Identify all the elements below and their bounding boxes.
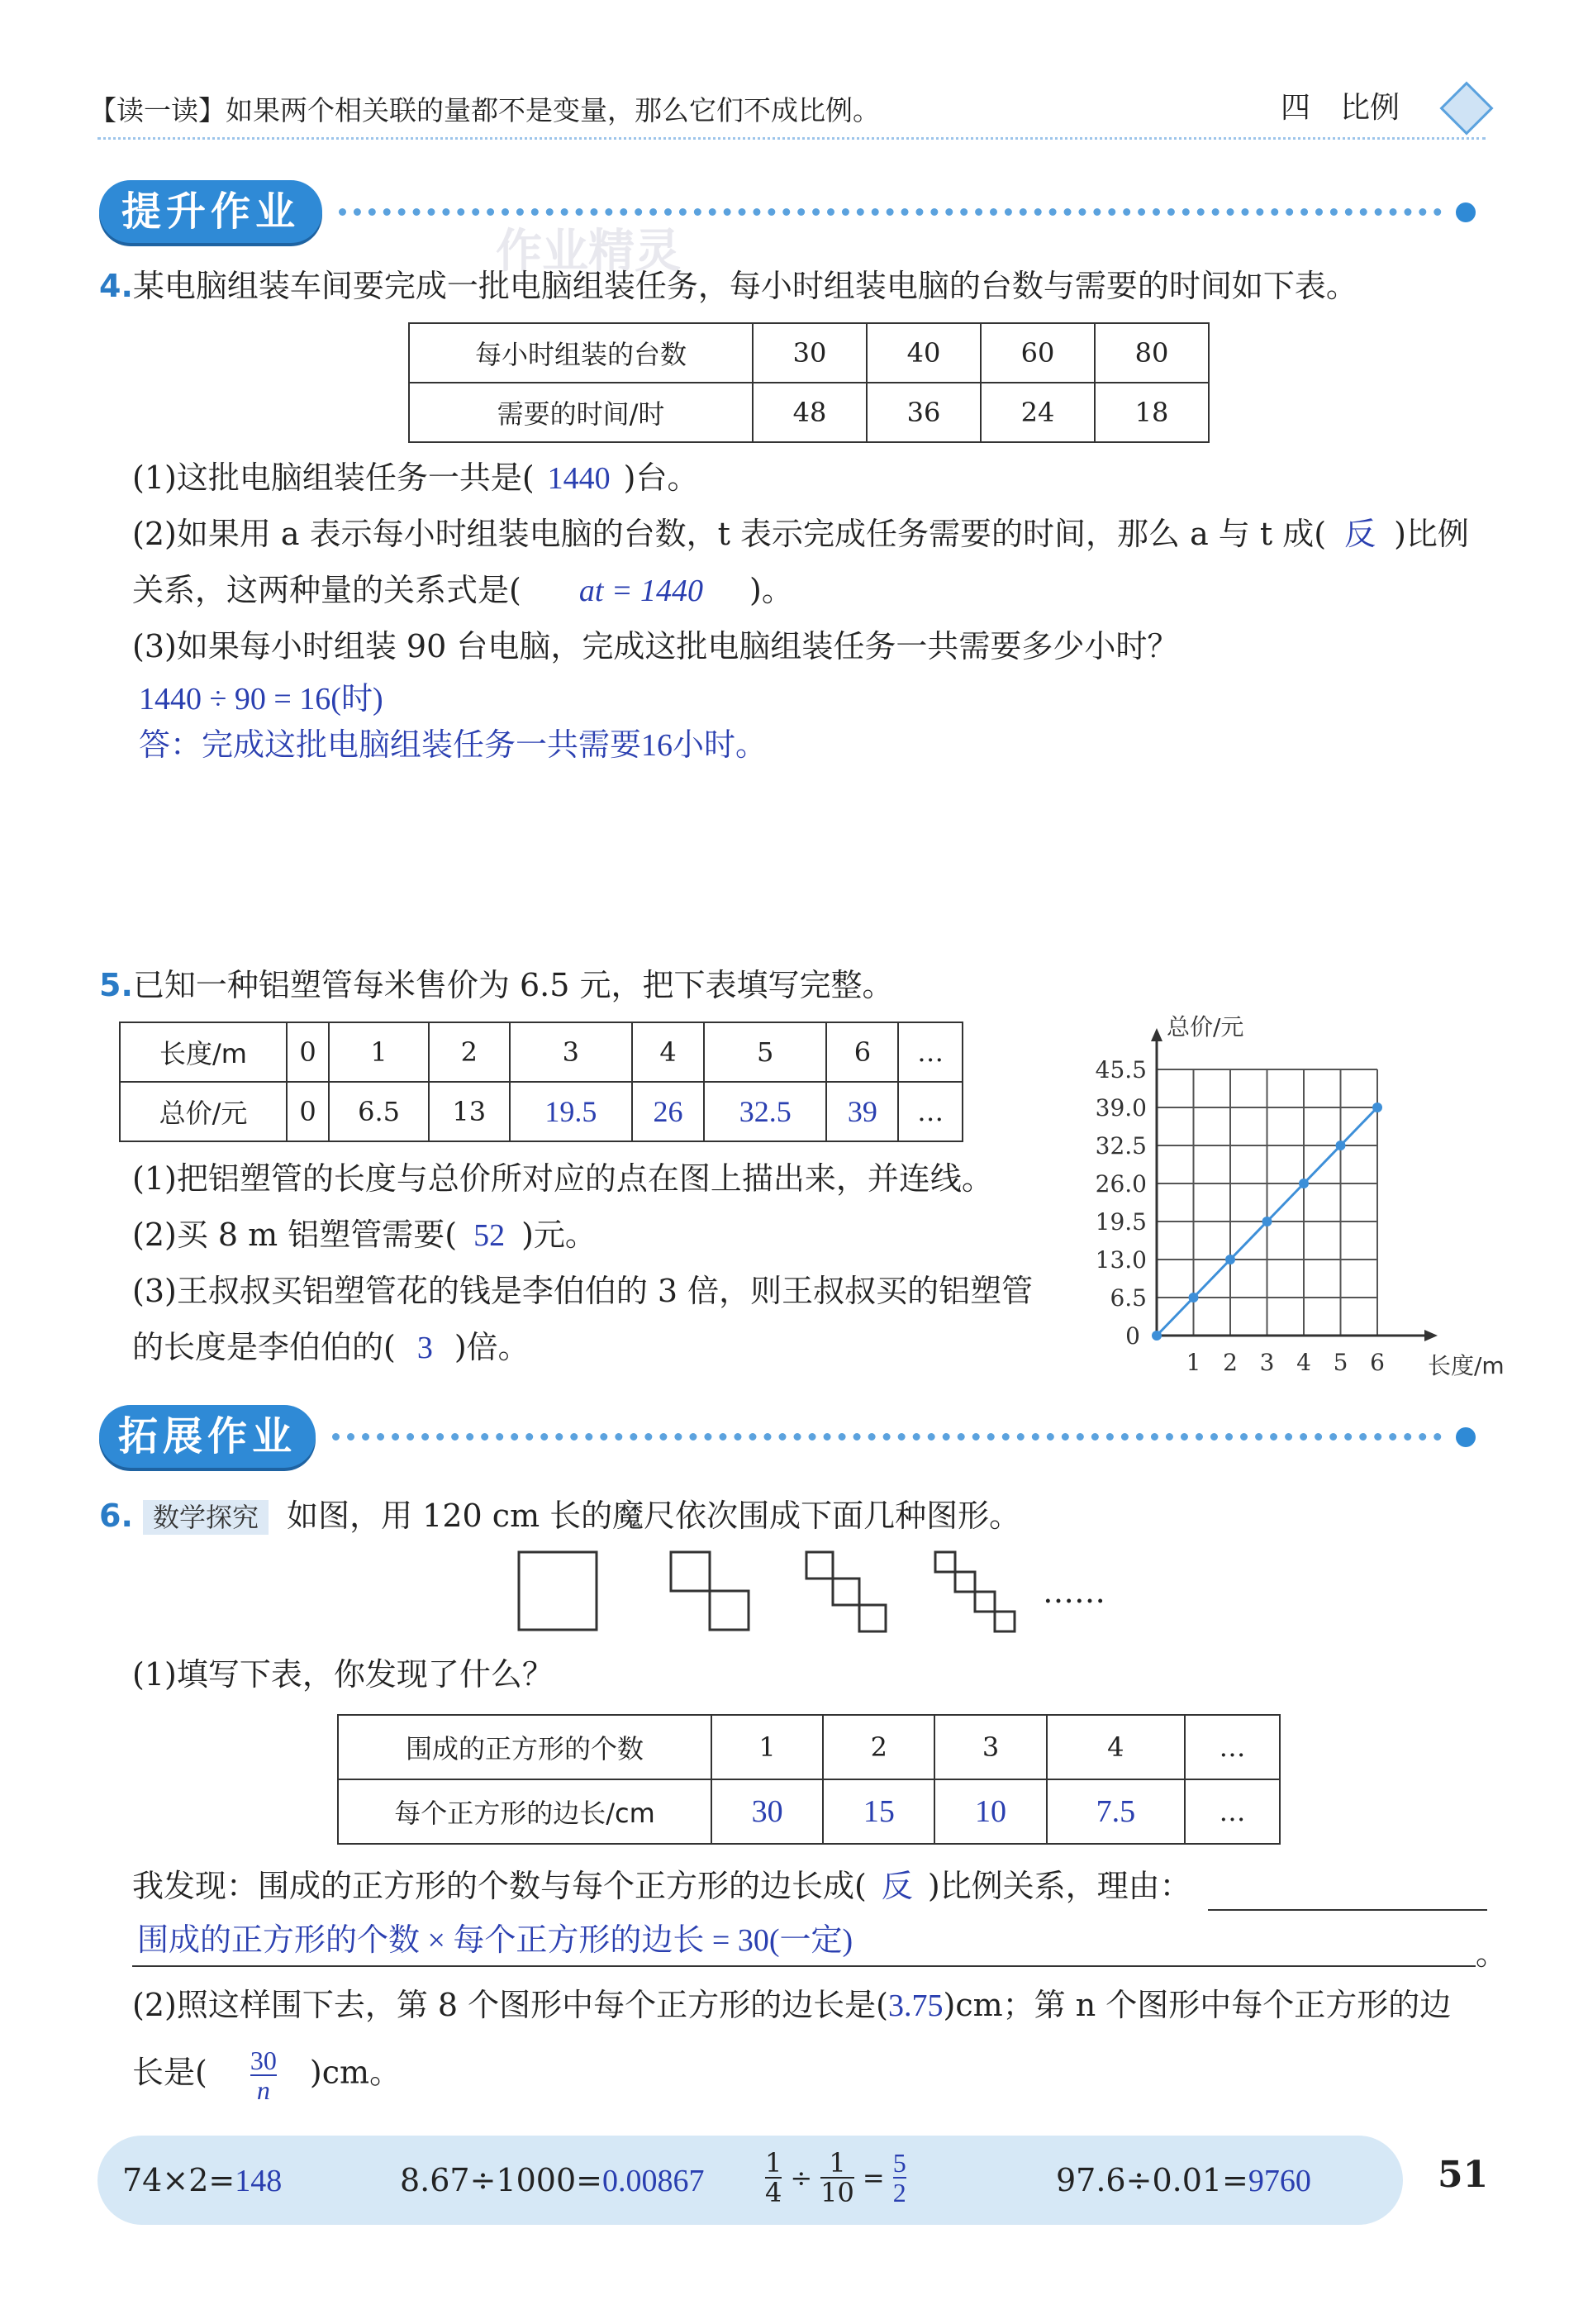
table-cell: 30 <box>753 323 867 383</box>
figure-4-squares <box>935 1552 1015 1631</box>
table-cell: 0 <box>287 1022 329 1082</box>
table-cell: 18 <box>1095 383 1209 442</box>
denominator: 2 <box>892 2178 906 2207</box>
q4-part2-line1 <box>132 512 1469 556</box>
watermark: 作业精灵 <box>496 225 681 279</box>
q5-stem <box>99 964 893 1007</box>
q5-part2 <box>132 1213 597 1257</box>
table-cell: … <box>1185 1715 1280 1779</box>
denominator: 4 <box>765 2177 782 2208</box>
y-tick-label: 19.5 <box>1095 1208 1147 1236</box>
q6-part2-line2 <box>132 2046 401 2104</box>
y-tick-label: 26.0 <box>1095 1170 1147 1198</box>
calc-3-frac-b <box>820 2149 854 2207</box>
q6-part2-line1 <box>132 1983 1451 2027</box>
q4-table <box>408 322 1210 443</box>
q5-p2-answer: 52 <box>473 1218 506 1253</box>
table-cell: 36 <box>867 383 981 442</box>
q6-discover-answer: 反 <box>881 1869 913 1904</box>
q6-stem-text: 如图，用 120 cm 长的魔尺依次围成下面几种图形。 <box>287 1498 1021 1534</box>
table-cell: 48 <box>753 383 867 442</box>
q6-reason: 围成的正方形的个数 × 每个正方形的边长 = 30(一定) <box>137 1923 853 1958</box>
table-cell: 4 <box>1047 1715 1185 1779</box>
section-advanced-badge: 提升作业 <box>99 180 322 243</box>
calc-1 <box>122 2159 282 2203</box>
x-tick-label: 3 <box>1259 1349 1275 1376</box>
section-dot-end <box>1456 202 1476 222</box>
table-cell-answer: 39 <box>826 1082 898 1141</box>
numerator: 1 <box>820 2149 854 2179</box>
q5-p3-pre: 的长度是李伯伯的( <box>132 1329 396 1365</box>
x-tick-label: 6 <box>1370 1349 1385 1376</box>
table-row <box>120 1022 963 1082</box>
table-cell: 80 <box>1095 323 1209 383</box>
header-divider <box>97 137 1486 140</box>
section-dotline <box>332 1433 1442 1441</box>
numerator: 5 <box>892 2148 906 2178</box>
table-cell: … <box>1185 1779 1280 1844</box>
table-row <box>338 1779 1280 1844</box>
table-cell: 40 <box>867 323 981 383</box>
table-cell: 3 <box>510 1022 633 1082</box>
table-cell: 60 <box>981 323 1095 383</box>
q6-p2-line2-pre: 长是( <box>132 2054 207 2091</box>
calc-4-answer: 9760 <box>1248 2164 1311 2198</box>
q6-discover-post: )比例关系，理由： <box>927 1868 1191 1904</box>
table-cell-answer: 15 <box>823 1779 934 1844</box>
figures-ellipsis: …… <box>1043 1574 1105 1610</box>
q4-part3-calc: 1440 ÷ 90 = 16(时) <box>139 682 383 717</box>
calc-3 <box>765 2149 906 2207</box>
q6-reason-end: 。 <box>1476 1936 1508 1972</box>
q4-number: 4. <box>99 268 133 304</box>
figure-3-squares <box>806 1552 886 1631</box>
data-point <box>1299 1179 1309 1188</box>
q6-row2-label: 每个正方形的边长/cm <box>338 1779 711 1844</box>
diamond-icon <box>1439 81 1493 135</box>
q6-discover <box>132 1864 1191 1908</box>
table-row <box>120 1082 963 1141</box>
q6-p2-post: )cm；第 n 个图形中每个正方形的边 <box>943 1987 1452 2023</box>
calc-1-question: 74×2= <box>122 2162 235 2198</box>
table-cell-answer: 30 <box>711 1779 823 1844</box>
q6-table <box>337 1714 1281 1845</box>
q4-p2-answer2: at = 1440 <box>578 574 704 608</box>
chapter-title: 四 比例 <box>1281 91 1400 125</box>
q5-part1: (1)把铝塑管的长度与总价所对应的点在图上描出来，并连线。 <box>132 1160 993 1197</box>
q4-stem <box>99 264 1357 307</box>
table-cell-answer: 10 <box>934 1779 1046 1844</box>
table-cell: 6.5 <box>329 1082 429 1141</box>
x-tick-label: 1 <box>1186 1349 1201 1376</box>
q4-p1-post: )台。 <box>623 460 699 496</box>
table-row <box>338 1715 1280 1779</box>
q6-p2-line2-post: )cm。 <box>309 2054 402 2091</box>
q5-number: 5. <box>99 967 133 1003</box>
table-cell: … <box>898 1022 963 1082</box>
q4-p2-line2-pre: 关系，这两种量的关系式是( <box>132 572 521 608</box>
table-cell: … <box>898 1082 963 1141</box>
q5-row1-label: 长度/m <box>120 1022 287 1082</box>
q5-row2-label: 总价/元 <box>120 1082 287 1141</box>
q6-number: 6. <box>99 1498 133 1534</box>
page-number: 51 <box>1438 2154 1489 2196</box>
q5-p3-post: )倍。 <box>454 1329 530 1365</box>
denominator: 10 <box>820 2177 854 2208</box>
table-cell: 13 <box>429 1082 510 1141</box>
price-length-chart <box>1066 1008 1512 1388</box>
q6-stem <box>99 1494 1020 1539</box>
table-cell: 4 <box>632 1022 704 1082</box>
q6-discover-pre: 我发现：围成的正方形的个数与每个正方形的边长成( <box>132 1868 867 1904</box>
q4-p2-pre: (2)如果用 a 表示每小时组装电脑的台数，t 表示完成任务需要的时间，那么 a 与 t 成( <box>132 516 1327 552</box>
q4-p2-post: )比例 <box>1394 516 1469 552</box>
section-extension-badge: 拓展作业 <box>99 1405 316 1468</box>
table-row <box>409 383 1209 442</box>
q4-p2-answer1: 反 <box>1344 517 1376 552</box>
q4-part2-line2 <box>132 569 793 612</box>
fraction-numerator: 30 <box>250 2045 277 2075</box>
data-point <box>1336 1141 1346 1150</box>
table-row <box>409 323 1209 383</box>
q5-p2-pre: (2)买 8 m 铝塑管需要( <box>132 1217 458 1253</box>
table-cell: 6 <box>826 1022 898 1082</box>
table-cell-answer: 32.5 <box>704 1082 827 1141</box>
data-point <box>1262 1217 1272 1226</box>
q4-part1 <box>132 456 698 500</box>
x-axis-label: 长度/m <box>1428 1352 1505 1379</box>
y-axis-label: 总价/元 <box>1167 1013 1244 1041</box>
figure-1-square <box>519 1552 597 1630</box>
table-cell-answer: 26 <box>632 1082 704 1141</box>
table-cell: 1 <box>329 1022 429 1082</box>
x-tick-label: 5 <box>1333 1349 1348 1376</box>
y-tick-label: 39.0 <box>1095 1094 1147 1122</box>
q4-row2-label: 需要的时间/时 <box>409 383 753 442</box>
data-point <box>1152 1331 1162 1341</box>
calc-3-frac-a <box>765 2149 782 2207</box>
numerator: 1 <box>765 2147 782 2179</box>
table-cell: 5 <box>704 1022 827 1082</box>
q5-part3-line1: (3)王叔叔买铝塑管花的钱是李伯伯的 3 倍，则王叔叔买的铝塑管 <box>132 1273 1034 1309</box>
y-tick-label: 13.0 <box>1095 1246 1147 1274</box>
y-tick-label: 45.5 <box>1095 1056 1147 1083</box>
calc-2 <box>400 2159 705 2203</box>
q4-p1-pre: (1)这批电脑组装任务一共是( <box>132 460 535 496</box>
q6-part1: (1)填写下表，你发现了什么？ <box>132 1656 554 1693</box>
table-cell: 2 <box>823 1715 934 1779</box>
x-tick-label: 4 <box>1296 1349 1311 1376</box>
reason-underline <box>132 1965 1476 1967</box>
calc-1-answer: 148 <box>235 2164 283 2198</box>
calc-4 <box>1056 2159 1311 2203</box>
origin-label: 0 <box>1125 1322 1140 1350</box>
table-cell-answer: 7.5 <box>1047 1779 1185 1844</box>
data-point <box>1372 1102 1382 1112</box>
y-axis-arrow <box>1151 1028 1162 1041</box>
q4-p2-line2-post: )。 <box>749 572 793 608</box>
q4-part3: (3)如果每小时组装 90 台电脑，完成这批电脑组装任务一共需要多少小时？ <box>132 628 1179 664</box>
q6-p2-answer1: 3.75 <box>888 1988 944 2023</box>
figure-2-squares <box>671 1552 749 1630</box>
q5-stem-text: 已知一种铝塑管每米售价为 6.5 元，把下表填写完整。 <box>132 967 894 1003</box>
q4-row1-label: 每小时组装的台数 <box>409 323 753 383</box>
reason-blank-line <box>1208 1909 1487 1911</box>
q5-part3-line2 <box>132 1326 530 1369</box>
calc-2-answer: 0.00867 <box>602 2164 705 2198</box>
q5-table <box>119 1022 963 1142</box>
q6-p2-pre: (2)照这样围下去，第 8 个图形中每个正方形的边长是( <box>132 1987 888 2023</box>
q4-part3-answer: 答：完成这批电脑组装任务一共需要16小时。 <box>139 728 768 763</box>
q5-p2-post: )元。 <box>521 1217 597 1253</box>
table-cell: 2 <box>429 1022 510 1082</box>
data-point <box>1189 1293 1199 1302</box>
calc-2-question: 8.67÷1000= <box>400 2162 602 2198</box>
calc-3-answer <box>893 2149 906 2207</box>
section-dot-end <box>1456 1427 1476 1447</box>
fraction-denominator: n <box>256 2075 270 2105</box>
q6-p2-fraction <box>250 2046 277 2104</box>
table-cell: 24 <box>981 383 1095 442</box>
q6-row1-label: 围成的正方形的个数 <box>338 1715 711 1779</box>
q6-tag: 数学探究 <box>143 1500 269 1535</box>
calc-4-question: 97.6÷0.01= <box>1056 2162 1248 2198</box>
q5-p3-answer: 3 <box>416 1331 433 1365</box>
q4-p1-answer: 1440 <box>547 461 611 496</box>
table-cell: 1 <box>711 1715 823 1779</box>
q4-stem-text: 某电脑组装车间要完成一批电脑组装任务，每小时组装电脑的台数与需要的时间如下表。 <box>132 268 1357 304</box>
x-axis-arrow <box>1424 1330 1438 1341</box>
y-tick-label: 6.5 <box>1110 1284 1147 1312</box>
table-cell-answer: 19.5 <box>510 1082 633 1141</box>
data-point <box>1225 1255 1235 1264</box>
table-cell: 0 <box>287 1082 329 1141</box>
table-cell: 3 <box>934 1715 1046 1779</box>
equals-sign: = <box>862 2162 885 2193</box>
x-tick-label: 2 <box>1223 1349 1238 1376</box>
reading-tip: 【读一读】如果两个相关联的量都不是变量，那么它们不成比例。 <box>89 94 880 126</box>
divide-sign: ÷ <box>790 2162 813 2193</box>
square-figures <box>512 1545 1124 1645</box>
y-tick-label: 32.5 <box>1095 1132 1147 1160</box>
